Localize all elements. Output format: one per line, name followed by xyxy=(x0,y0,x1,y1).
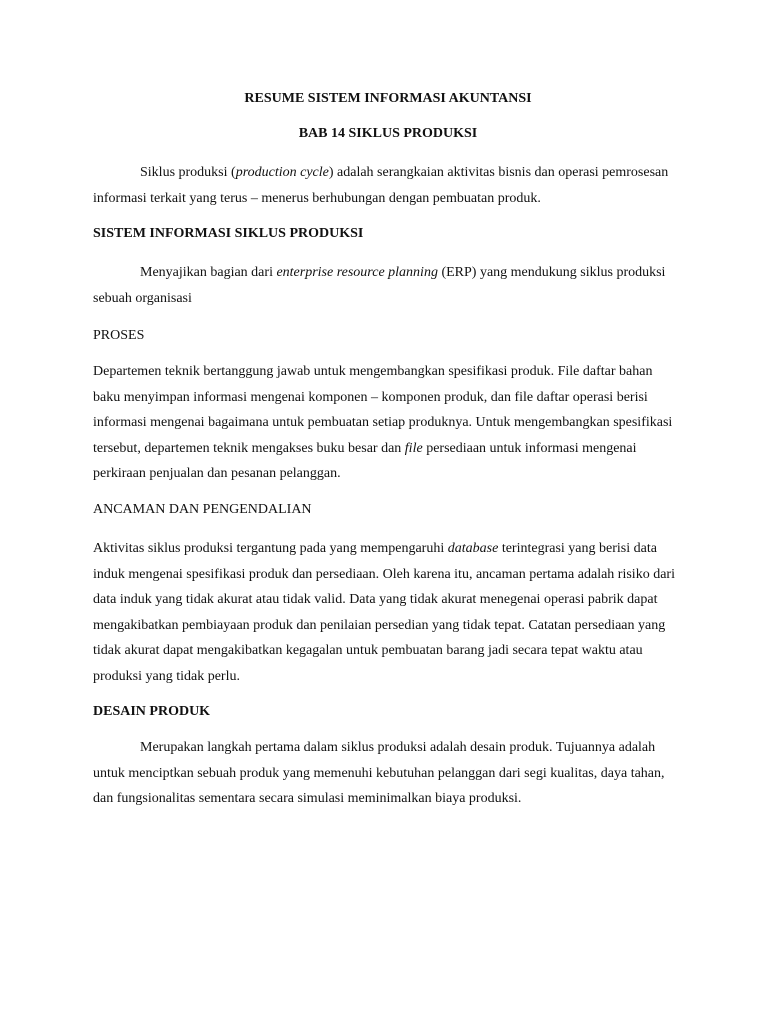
ancaman-text-1: Aktivitas siklus produksi tergantung pada yang mempengaruhi xyxy=(93,541,448,556)
section-heading-sistem-informasi: SISTEM INFORMASI SIKLUS PRODUKSI xyxy=(93,226,364,241)
sistem-informasi-text-2: (ERP) yang mendukung siklus produksi sebuah organisasi xyxy=(93,265,666,306)
proses-italic: file xyxy=(404,440,423,456)
document-title: RESUME SISTEM INFORMASI AKUNTANSI xyxy=(244,91,532,106)
section-proses-paragraph xyxy=(93,359,683,487)
proses-text-2: persediaan untuk informasi mengenai perkiraan penjualan dan pesanan pelanggan. xyxy=(93,440,637,481)
section-sistem-informasi-paragraph xyxy=(93,260,683,311)
intro-text-2: ) adalah serangkaian aktivitas bisnis dan operasi pemrosesan informasi terkait yang terus – menerus berhubungan dengan pembuatan produk. xyxy=(93,165,669,206)
section-heading-proses: PROSES xyxy=(93,328,145,343)
ancaman-italic: database xyxy=(447,541,499,556)
intro-text-1: Siklus produksi ( xyxy=(140,165,236,180)
sistem-informasi-italic: enterprise resource planning xyxy=(276,265,438,280)
ancaman-text-2: terintegrasi yang berisi data induk mengenai spesifikasi produk dan persediaan. Oleh karena itu, ancaman pertama adalah risiko dari data induk yang tidak akurat atau tidak valid. Data yang tidak akurat menegenai operasi pabrik dapat mengakibatkan pembiayaan produk dan penilaian persedian yang tidak tepat. Catatan persediaan yang tidak akurat dapat mengakibatkan kegagalan untuk pembuatan barang jadi secara tepat waktu atau produksi yang tidak perlu. xyxy=(93,541,675,684)
section-heading-desain-produk: DESAIN PRODUK xyxy=(93,704,211,719)
document-subtitle: BAB 14 SIKLUS PRODUKSI xyxy=(298,126,478,141)
intro-italic: production cycle xyxy=(235,165,329,180)
section-heading-ancaman: ANCAMAN DAN PENGENDALIAN xyxy=(93,502,312,517)
intro-paragraph xyxy=(93,160,683,211)
proses-text-1: Departemen teknik bertanggung jawab untuk mengembangkan spesifikasi produk. File daftar bahan baku menyimpan informasi mengenai komponen – komponen produk, dan file daftar operasi berisi informasi mengenai bagaimana untuk pembuatan setiap produknya. Untuk mengembangkan spesifikasi tersebut, departemen teknik mengakses buku besar dan xyxy=(93,364,673,456)
section-desain-produk-paragraph: Merupakan langkah pertama dalam siklus produksi adalah desain produk. Tujuannya adalah untuk menciptkan sebuah produk yang memenuhi kebutuhan pelanggan dari segi kualitas, daya tahan, dan fungsionalitas sementara secara simulasi meminimalkan biaya produksi. xyxy=(93,740,665,806)
section-ancaman-paragraph xyxy=(93,536,683,689)
sistem-informasi-text-1: Menyajikan bagian dari xyxy=(140,265,277,280)
